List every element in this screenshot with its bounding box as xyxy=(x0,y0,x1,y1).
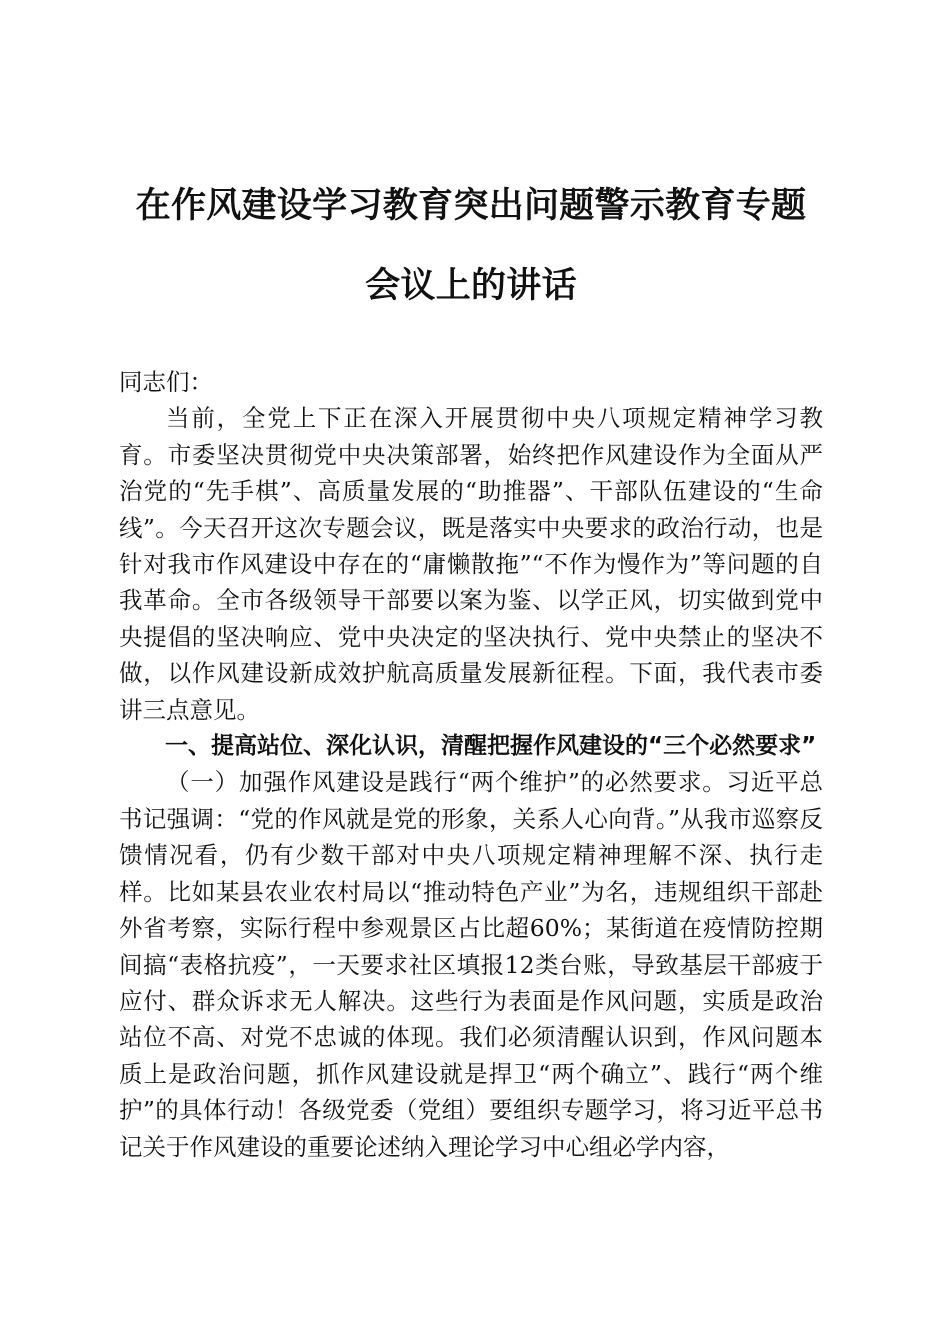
salutation: 同志们： xyxy=(119,368,213,396)
section-heading-1: 一、提高站位、深化认识，清醒把握作风建设的“三个必然要求” xyxy=(165,733,817,760)
subsection-paragraph-1: （一）加强作风建设是践行“两个维护”的必然要求。习近平总书记强调：“党的作风就是党的形象，关系人心向背。”从我市巡察反馈情况看，仍有少数干部对中央八项规定精神理解不深、执行走样。比如某县农业农村局以“推动特色产业”为名，违规组织干部赴外省考察，实际行程中参观景区占比超60%；某街道在疫情防控期间搞“表格抗疫”，一天要求社区填报12类台账，导致基层干部疲于应付、群众诉求无人解决。这些行为表面是作风问题，实质是政治站位不高、对党不忠诚的体现。我们必须清醒认识到，作风问题本质上是政治问题，抓作风建设就是捍卫“两个确立”、践行“两个维护”的具体行动！各级党委（党组）要组织专题学习，将习近平总书记关于作风建设的重要论述纳入理论学习中心组必学内容， xyxy=(119,768,823,1161)
intro-paragraph: 当前，全党上下正在深入开展贯彻中央八项规定精神学习教育。市委坚决贯彻党中央决策部署，始终把作风建设作为全面从严治党的“先手棋”、高质量发展的“助推器”、干部队伍建设的“生命线”。今天召开这次专题会议，既是落实中央要求的政治行动，也是针对我市作风建设中存在的“庸懒散拖”“不作为慢作为”等问题的自我革命。全市各级领导干部要以案为鉴、以学正风，切实做到党中央提倡的坚决响应、党中央决定的坚决执行、党中央禁止的坚决不做，以作风建设新成效护航高质量发展新征程。下面，我代表市委讲三点意见。 xyxy=(119,404,823,724)
document-body xyxy=(119,364,823,1165)
document-page xyxy=(119,0,823,1344)
document-title: 在作风建设学习教育突出问题警示教育专题会议上的讲话 xyxy=(135,185,807,306)
